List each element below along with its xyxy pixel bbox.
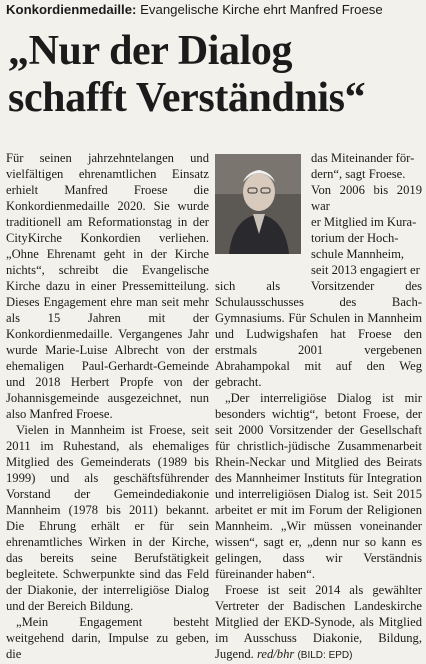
paragraph (215, 582, 422, 664)
kicker-text: Evangelische Kirche ehrt Manfred Froese (140, 2, 383, 17)
wrapped-line: torium der Hoch- (311, 231, 399, 245)
headline-line-1: „Nur der Dialog (8, 28, 293, 74)
paragraph-text: Froese ist seit 2014 als gewählter Vertreter der Badischen Landeskirche Mitglied der EKD-Synode, als Mitglied im Ausschuss Diakonie, Bildung, Jugend. (215, 583, 422, 661)
text-column-left (6, 150, 209, 662)
wrapped-line: schule Mannheim, (311, 247, 405, 261)
paragraph: Vielen in Mannheim ist Froese, seit 2011 im Ruhestand, als ehemaliges Mitglied des Gemeinderats (1989 bis 1999) und als geschäftsführender Vorstand der Gemeindediakonie Mannheim (1978 bis 2011) bekannt. Die Ehrung erhält er für sein ehrenamtliches Wirken in der Kirche, das bereits seine Berufstätigkeit begleitete. Schwerpunkte sind das Feld der Diakonie, der interreligiöse Dialog und der Bereich Bildung. (6, 423, 209, 613)
paragraph: „Mein Engagement besteht weitgehend darin, Impulse zu geben, die (6, 615, 209, 661)
wrapped-line: er Mitglied im Kura- (311, 215, 417, 229)
paragraph: sich als Vorsitzender des Schulausschusses des Bach-Gymnasiums. Für Schulen in Mannheim und Ludwigshafen hat Froese den erstmals 2001 vergebenen Abrahampokal mit auf den Weg gebracht. (215, 279, 422, 389)
wrapped-line: seit 2013 engagiert er (311, 263, 420, 277)
paragraph: Für seinen jahrzehntelangen und vielfältigen ehrenamtlichen Einsatz erhielt Manfred Froese die Konkordienmedaille 2020. Sie wurde traditionell am Reformationstag in der CityKirche Konkordien verliehen. „Ohne Ehrenamt geht in der Kirche nichts“, schreibt die Evangelische Kirche dazu in einer Pressemitteilung. Dieses Engagement ehre man seit mehr als 15 Jahren mit der Konkordienmedaille. Vergangenes Jahr wurde Marie-Luise Albrecht von der ehemaligen Paul-Gerhardt-Gemeinde und 2018 Herbert Propfe von der Johannisgemeinde ausgezeichnet, nun also Manfred Froese. (6, 151, 209, 421)
author-signature: red/bhr (256, 647, 295, 661)
article-kicker (6, 2, 416, 18)
photo-credit: (BILD: EPD) (297, 650, 353, 661)
paragraph: „Der interreligiöse Dialog ist mir besonders wichtig“, betont Froese, der seit 2000 Vorsitzender der Gesellschaft für christlich-jüdische Zusammenarbeit Rhein-Neckar und Mitglied des Beirats des Mannheimer Instituts für Integration und interreligiösen Dialog ist. Seit 2015 arbeitet er mit im Forum der Religionen Mannheim. „Wir müssen voneinander wissen“, sagt er, „denn nur so kann es gelingen, dass wir Verständnis füreinander haben“. (215, 391, 422, 581)
wrapped-line: das Miteinander för- (311, 151, 415, 165)
headline-line-2: schafft Verständnis“ (8, 75, 366, 121)
wrapped-line: Von 2006 bis 2019 war (311, 183, 422, 213)
text-column-right (215, 150, 422, 664)
kicker-label: Konkordienmedaille: (6, 2, 137, 17)
article-headline (8, 28, 418, 122)
wrapped-line: dern“, sagt Froese. (311, 167, 406, 181)
